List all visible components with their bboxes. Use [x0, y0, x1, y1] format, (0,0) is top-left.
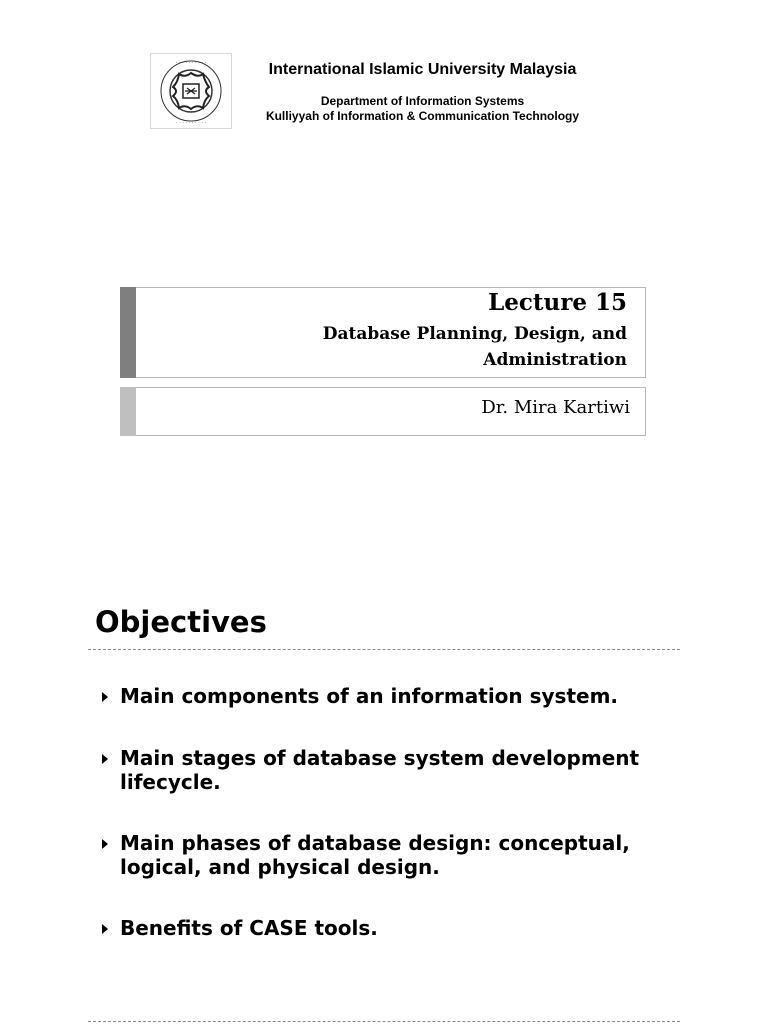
objective-item — [102, 831, 662, 879]
objective-text: Benefits of CASE tools. — [120, 916, 378, 940]
university-logo — [150, 53, 232, 129]
objective-item — [102, 684, 662, 708]
objective-item — [102, 746, 662, 794]
author-name: Dr. Mira Kartiwi — [481, 397, 630, 418]
objective-text: Main phases of database design: conceptual, logical, and physical design. — [120, 831, 630, 879]
triangle-right-icon — [102, 692, 108, 702]
lecture-number: Lecture 15 — [488, 289, 627, 316]
lecture-title: Database Planning, Design, and Administration — [322, 324, 627, 370]
objective-text: Main components of an information system. — [120, 684, 619, 708]
objective-item — [102, 916, 662, 940]
triangle-right-icon — [102, 839, 108, 849]
department-name: Department of Information Systems — [320, 94, 525, 108]
lecture-title-box — [120, 287, 646, 378]
objectives-title: Objectives — [95, 605, 267, 639]
objective-text: Main stages of database system development lifecycle. — [120, 746, 640, 794]
faculty-name: Kulliyyah of Information & Communication Technology — [265, 109, 580, 123]
iium-crest-icon — [151, 54, 231, 128]
author-accent-bar — [120, 387, 136, 436]
title-accent-bar — [120, 287, 136, 378]
svg-text:· · · · · · · · · ·: · · · · · · · · · · — [175, 120, 207, 126]
bottom-divider — [88, 1021, 680, 1022]
svg-text:· · · · · · · · · ·: · · · · · · · · · · — [175, 60, 207, 66]
department-block — [235, 94, 610, 124]
author-box — [120, 387, 646, 436]
triangle-right-icon — [102, 754, 108, 764]
triangle-right-icon — [102, 924, 108, 934]
university-name: International Islamic University Malaysia — [268, 61, 577, 78]
title-divider — [88, 649, 680, 650]
